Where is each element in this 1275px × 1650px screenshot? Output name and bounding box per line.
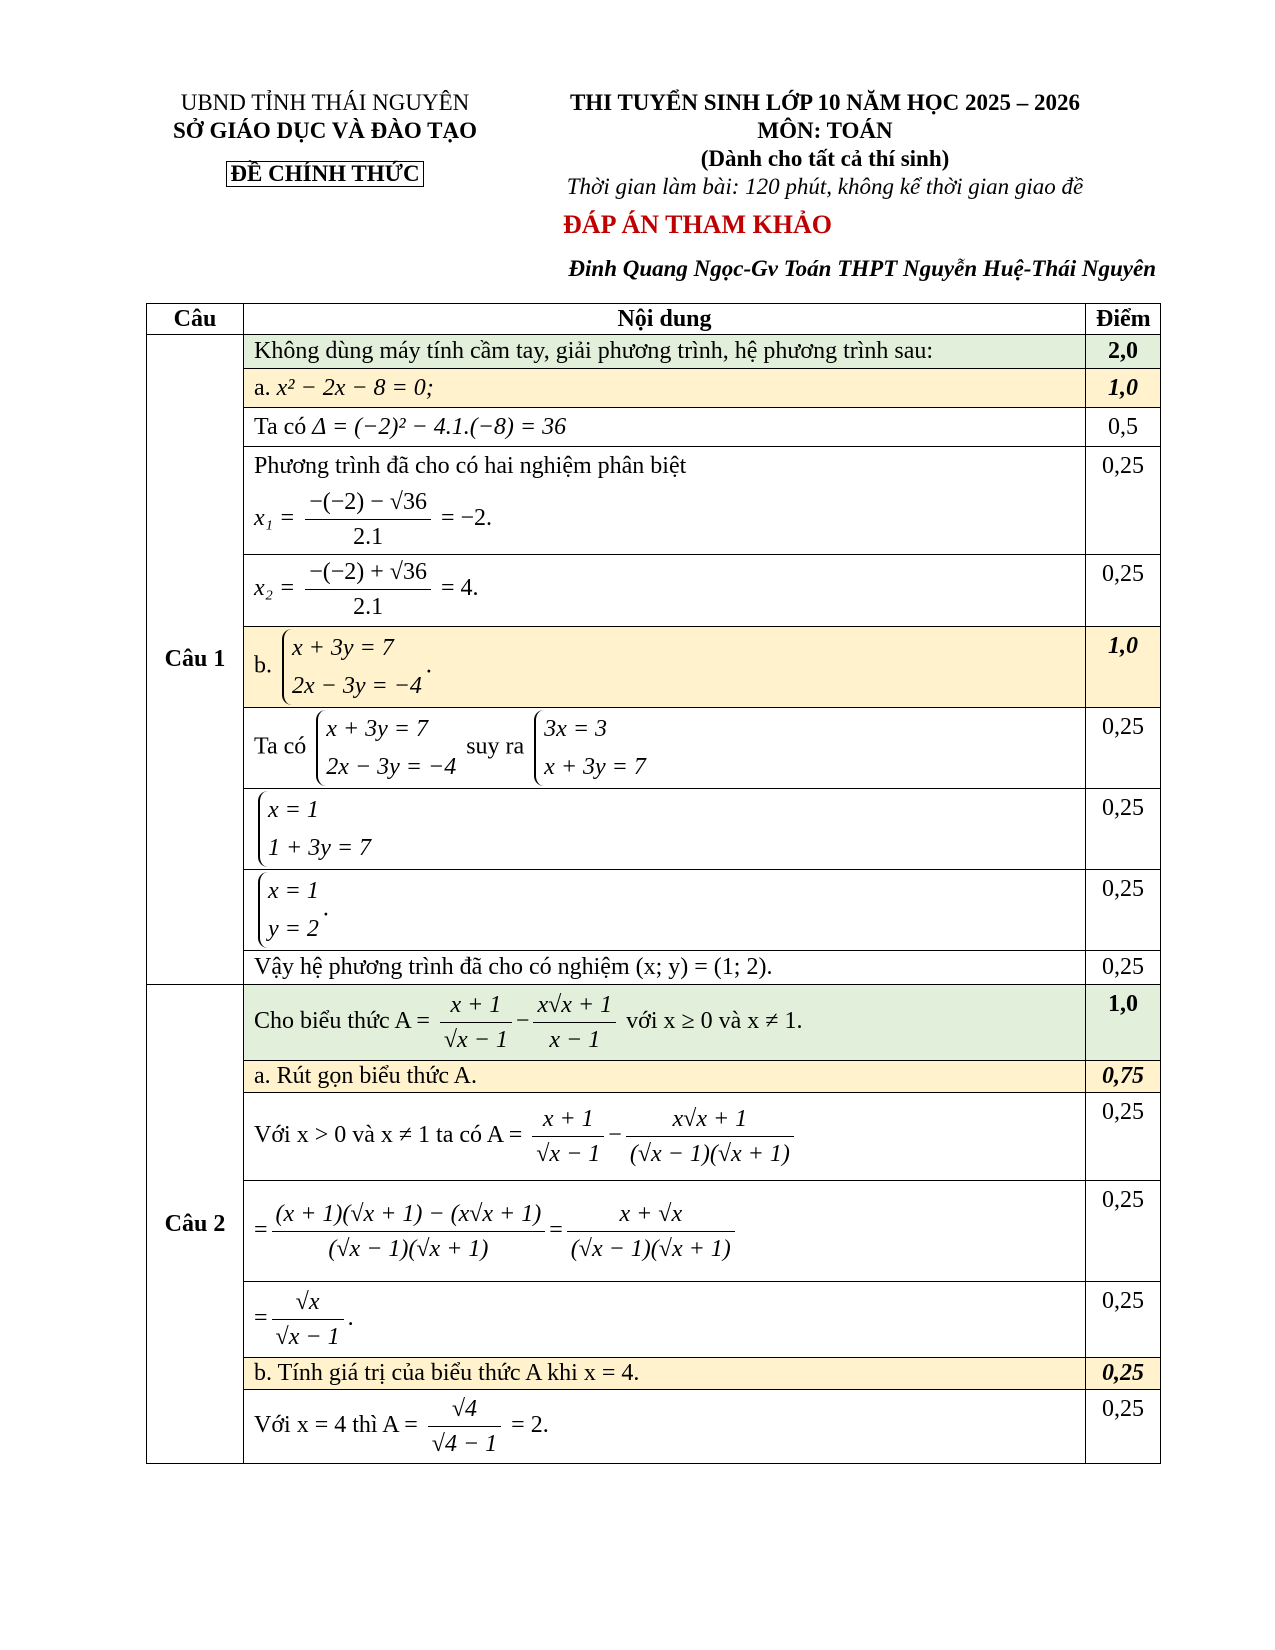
cau1-label: Câu 1 [147,335,244,985]
cau2-step2: = $\frac{(x + 1)(√x + 1) - (x√x + 1)}{(√x - 1)(√x + 1)}$ = $\frac{x + √x}{(√x - 1)(√x + 1)}$ [244,1181,1086,1282]
table-row [147,1390,1161,1464]
cau2-step2-fraction2 [567,1197,735,1266]
step1-left-eq2: 2x − 3y = −4 [326,754,457,780]
cau2-step3-fraction [272,1285,344,1354]
step1-left-eq1: x + 3y = 7 [326,716,428,742]
cau1-x1-score: 0,25 [1086,447,1161,555]
cau2-b-score: 0,25 [1086,1358,1161,1390]
subject: MÔN: TOÁN [757,118,893,143]
cau2-intro-score: 1,0 [1086,985,1161,1061]
x1-fraction [305,485,431,554]
cau2-step1-f2-num: x√x + 1 [626,1102,794,1137]
cau2-intro-f1-num: x + 1 [440,988,512,1023]
cau1-step3-score: 0,25 [1086,870,1161,951]
cau2-step1-fraction1 [532,1102,604,1171]
cau1-part-a [244,369,1086,408]
table-row [147,985,1161,1061]
header-right [535,89,1115,201]
cau1-conclusion: Vậy hệ phương trình đã cho có nghiệm (x; y) = (1; 2). [244,951,1086,985]
part-b-prefix: b. [254,652,272,679]
table-row [147,789,1161,870]
cau2-step1-f1-den: √x − 1 [536,1141,601,1167]
cau2-intro-fraction1 [440,988,512,1057]
table-row [147,627,1161,708]
province-name: UBND TỈNH THÁI NGUYÊN [180,90,470,115]
cau1-step2-score: 0,25 [1086,789,1161,870]
table-row [147,335,1161,369]
cau2-step2-f2-num: x + √x [567,1197,735,1232]
cau2-part-a: a. Rút gọn biểu thức A. [244,1061,1086,1093]
official-label: ĐỀ CHÍNH THỨC [226,161,423,187]
cau2-b-step-rhs: = 2. [511,1412,549,1439]
table-row [147,708,1161,789]
cau1-step1-score: 0,25 [1086,708,1161,789]
time-limit: Thời gian làm bài: 120 phút, không kể thời gian giao đề [566,174,1084,199]
table-row [147,1358,1161,1390]
author: Đinh Quang Ngọc-Gv Toán THPT Nguyễn Huệ-Thái Nguyên [568,256,1156,281]
cau2-intro-f2-den: x − 1 [549,1027,601,1053]
table-row [147,408,1161,447]
cau2-step1: Với x > 0 và x ≠ 1 ta có A = $\frac{x + 1}{√x - 1}$ − $\frac{x√x + 1}{(√x - 1)(√x + 1)}$ [244,1093,1086,1181]
col-header-content: Nội dung [244,304,1086,335]
x1-denominator: 2.1 [353,524,384,550]
cau1-delta-score: 0,5 [1086,408,1161,447]
header-left [160,89,490,188]
roots-text: Phương trình đã cho có hai nghiệm phân biệt [254,453,687,479]
cau1-step3 [244,870,1086,951]
cau2-step1-fraction2 [626,1102,794,1171]
table-row [147,951,1161,985]
department-name: SỞ GIÁO DỤC VÀ ĐÀO TẠO [173,118,477,143]
cau2-step3: = $\frac{√x}{√x - 1}$ . [244,1282,1086,1358]
cau2-intro-f1-den: √x − 1 [443,1027,508,1053]
step2-system [258,791,371,867]
step1-system-right [534,710,646,786]
delta-prefix: Ta có [254,414,307,440]
part-a-prefix: a. [254,375,271,401]
table-row [147,1282,1161,1358]
cau1-part-b [244,627,1086,708]
part-b-eq1: x + 3y = 7 [292,635,394,661]
x2-lhs: x₂ = [254,575,296,602]
cau2-b-step-fraction [428,1392,501,1461]
cau2-b-step-den: √4 − 1 [431,1431,498,1457]
table-row [147,1181,1161,1282]
table-row [147,555,1161,627]
col-header-score: Điểm [1086,304,1161,335]
step3-eq1: x = 1 [268,878,319,904]
x2-fraction [305,555,431,624]
cau2-intro: Cho biểu thức A = $\frac{x + 1}{√x - 1}$ − $\frac{x√x + 1}{x - 1}$ với x ≥ 0 và x ≠ 1. [244,985,1086,1061]
cau2-step1-f1-num: x + 1 [532,1102,604,1137]
cau2-intro-fraction2 [533,988,616,1057]
cau2-step3-num: √x [272,1285,344,1320]
table-row [147,870,1161,951]
cau2-step2-f1-den: (√x − 1)(√x + 1) [328,1235,489,1262]
cau2-intro-f2-num: x√x + 1 [533,988,616,1023]
cau2-step2-f2-den: (√x − 1)(√x + 1) [570,1235,731,1262]
table-header-row [147,304,1161,335]
answer-table [146,303,1161,1464]
cau2-step1-score: 0,25 [1086,1093,1161,1181]
step1-right-eq1: 3x = 3 [544,716,608,742]
x1-formula [254,485,1075,554]
cau1-step2 [244,789,1086,870]
cau1-intro-score: 2,0 [1086,335,1161,369]
x2-denominator: 2.1 [353,594,384,620]
part-b-system [282,629,422,705]
cau2-step3-den: √x − 1 [275,1324,340,1350]
cau1-a-score: 1,0 [1086,369,1161,408]
exam-title: THI TUYỂN SINH LỚP 10 NĂM HỌC 2025 – 2026 [569,90,1081,115]
table-row [147,447,1161,555]
step2-eq2: 1 + 3y = 7 [268,835,372,861]
cau2-step1-f2-den: (√x − 1)(√x + 1) [629,1141,790,1167]
cau2-b-step [244,1390,1086,1464]
cau2-a-score: 0,75 [1086,1061,1161,1093]
step3-suffix: . [322,895,329,922]
cau2-b-step-num: √4 [428,1392,501,1427]
answer-title: ĐÁP ÁN THAM KHẢO [563,210,832,239]
audience: (Dành cho tất cả thí sinh) [700,146,950,171]
x2-numerator: −(−2) + √36 [305,555,431,590]
cau1-b-score: 1,0 [1086,627,1161,708]
cau1-roots [244,447,1086,555]
cau2-step1-prefix: Với x > 0 và x ≠ 1 ta có A = [254,1122,523,1149]
table-row [147,1061,1161,1093]
part-b-eq2: 2x − 3y = −4 [292,673,422,699]
step3-eq2: y = 2 [268,916,319,942]
col-header-cau: Câu [147,304,244,335]
cau1-conclusion-score: 0,25 [1086,951,1161,985]
cau1-x2 [244,555,1086,627]
cau2-step3-score: 0,25 [1086,1282,1161,1358]
x1-rhs: = −2. [440,505,493,532]
step2-eq1: x = 1 [268,797,319,823]
cau2-step2-fraction1 [272,1197,546,1266]
step1-prefix: Ta có [254,733,307,760]
cau2-b-step-prefix: Với x = 4 thì A = [254,1412,418,1439]
cau2-step3-suffix: . [347,1305,354,1332]
part-a-equation: x² − 2x − 8 = 0; [276,375,434,401]
cau2-step2-f1-num: (x + 1)(√x + 1) − (x√x + 1) [272,1197,546,1232]
delta-equation: Δ = (−2)² − 4.1.(−8) = 36 [312,414,567,440]
part-b-suffix: . [425,652,432,679]
x1-lhs: x₁ = [254,505,296,532]
table-row [147,1093,1161,1181]
table-row [147,369,1161,408]
cau2-label: Câu 2 [147,985,244,1464]
cau2-step2-score: 0,25 [1086,1181,1161,1282]
step1-mid: suy ra [466,733,525,760]
step3-system [258,872,319,948]
x2-rhs: = 4. [440,575,479,602]
cau2-b-step-score: 0,25 [1086,1390,1161,1464]
cau1-step1 [244,708,1086,789]
step1-right-eq2: x + 3y = 7 [544,754,646,780]
cau1-intro: Không dùng máy tính cầm tay, giải phương trình, hệ phương trình sau: [244,335,1086,369]
cau1-x2-score: 0,25 [1086,555,1161,627]
cau2-intro-prefix: Cho biểu thức A = [254,1008,430,1035]
cau2-intro-suffix: với x ≥ 0 và x ≠ 1. [626,1008,803,1035]
x1-numerator: −(−2) − √36 [305,485,431,520]
step1-system-left [316,710,456,786]
cau2-part-b: b. Tính giá trị của biểu thức A khi x = 4. [244,1358,1086,1390]
cau1-delta [244,408,1086,447]
